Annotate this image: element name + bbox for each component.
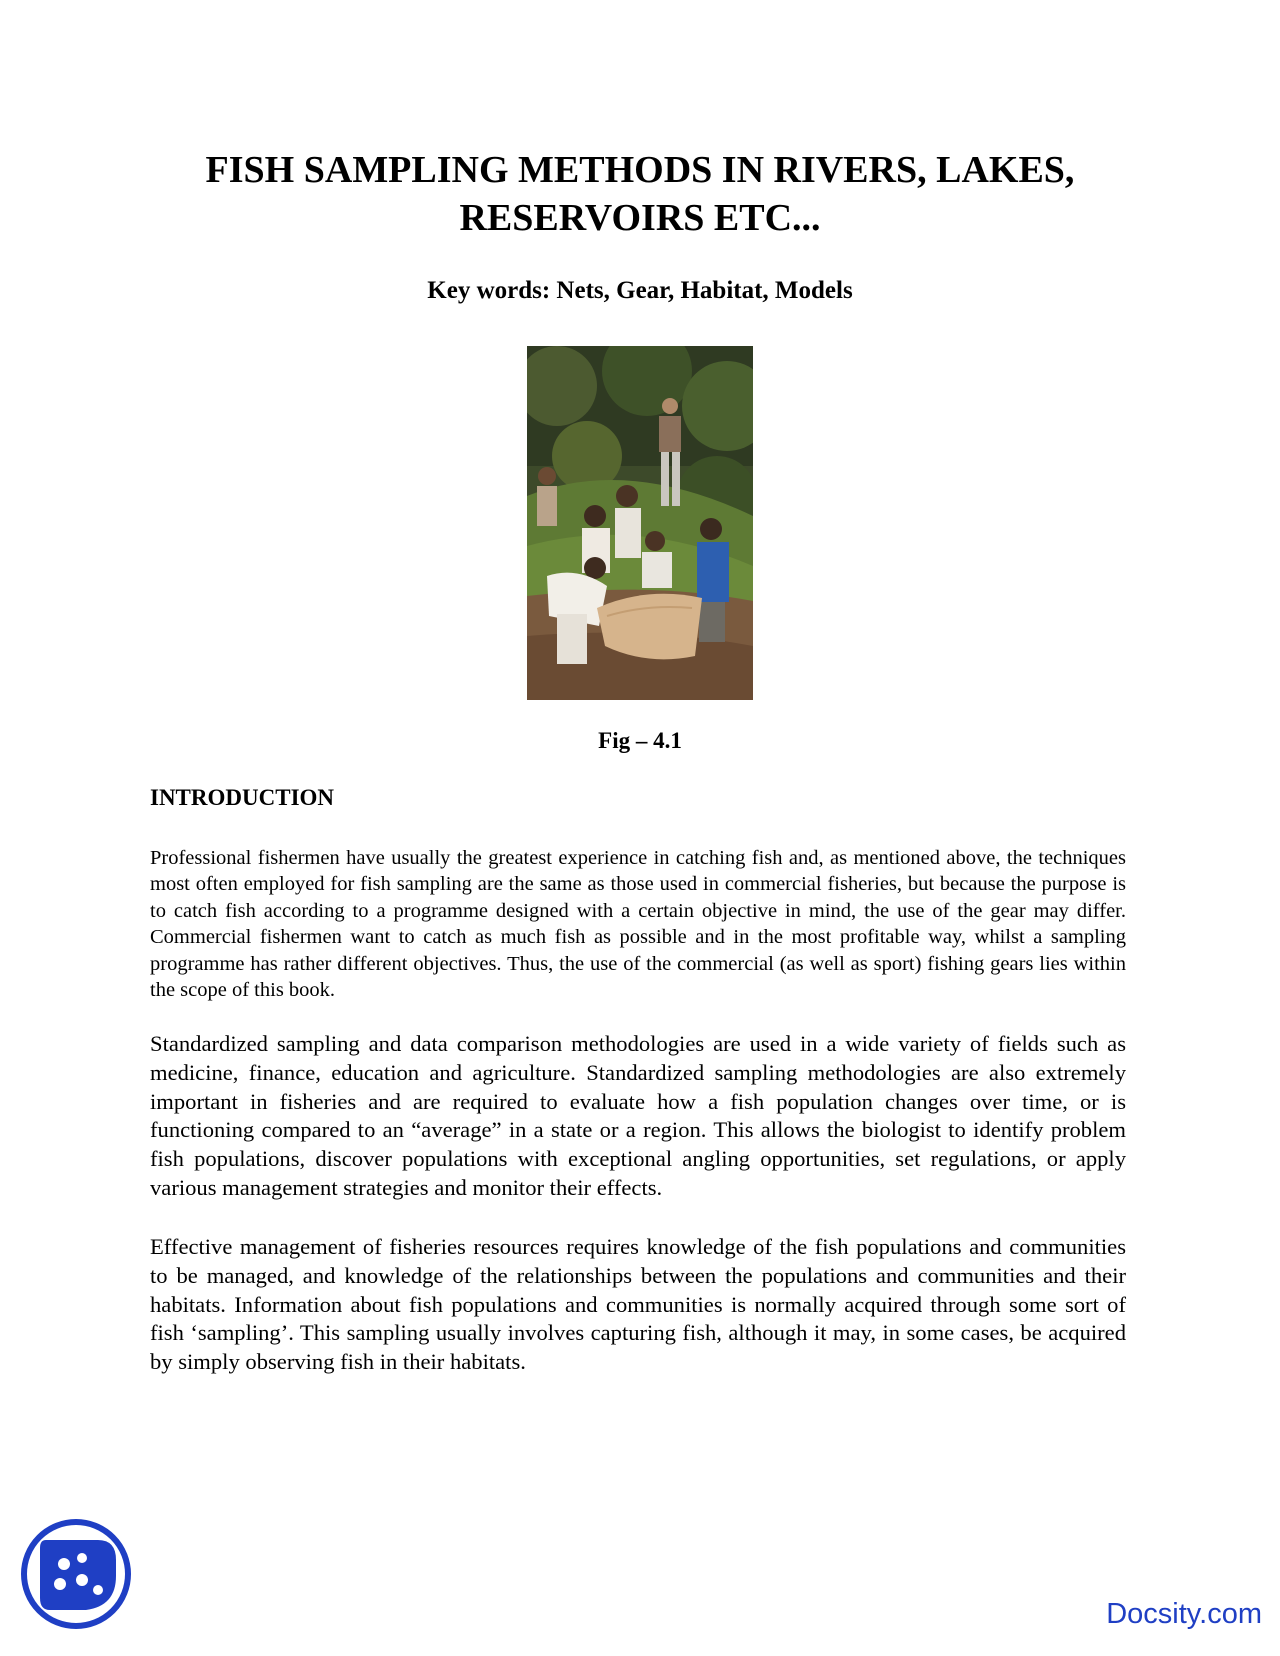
title-line-2: RESERVOIRS ETC... <box>459 197 821 239</box>
docsity-logo-icon[interactable] <box>20 1518 132 1630</box>
paragraph-1: Professional fishermen have usually the greatest experience in catching fish and, as mentioned above, the techniques most often employed for fish sampling are the same as those used in commercial fisheries, but because the purpose is to catch fish according to a programme designed with a certain objective in mind, the use of the gear may differ. Commercial fishermen want to catch as much fish as possible and in the most profitable way, whilst a sampling programme has rather different objectives. Thus, the use of the commercial (as well as sport) fishing gears lies within the scope of this book. <box>150 847 1126 1002</box>
figure-photo <box>527 346 753 700</box>
paragraph-3: Effective management of fisheries resources requires knowledge of the fish populations and communities to be managed, and knowledge of the relationships between the populations and communities and their habitats. Information about fish populations and communities is normally acquired through some sort of fish ‘sampling’. This sampling usually involves capturing fish, although it may, in some cases, be acquired by simply observing fish in their habitats. <box>150 1234 1126 1375</box>
document-title <box>140 146 1140 242</box>
section-heading: INTRODUCTION <box>150 785 335 810</box>
title-line-1: FISH SAMPLING METHODS IN RIVERS, LAKES, <box>205 149 1075 191</box>
paragraph-2: Standardized sampling and data comparison methodologies are used in a wide variety of fields such as medicine, finance, education and agriculture. Standardized sampling methodologies are also extremely important in fisheries and are required to evaluate how a fish population changes over time, or is functioning compared to an “average” in a state or a region. This allows the biologist to identify problem fish populations, discover populations with exceptional angling opportunities, set regulations, or apply various management strategies and monitor their effects. <box>150 1031 1126 1200</box>
keywords-line: Key words: Nets, Gear, Habitat, Models <box>427 277 853 304</box>
docsity-brand-link[interactable]: Docsity.com <box>1106 1598 1262 1630</box>
figure-caption: Fig – 4.1 <box>598 728 682 753</box>
